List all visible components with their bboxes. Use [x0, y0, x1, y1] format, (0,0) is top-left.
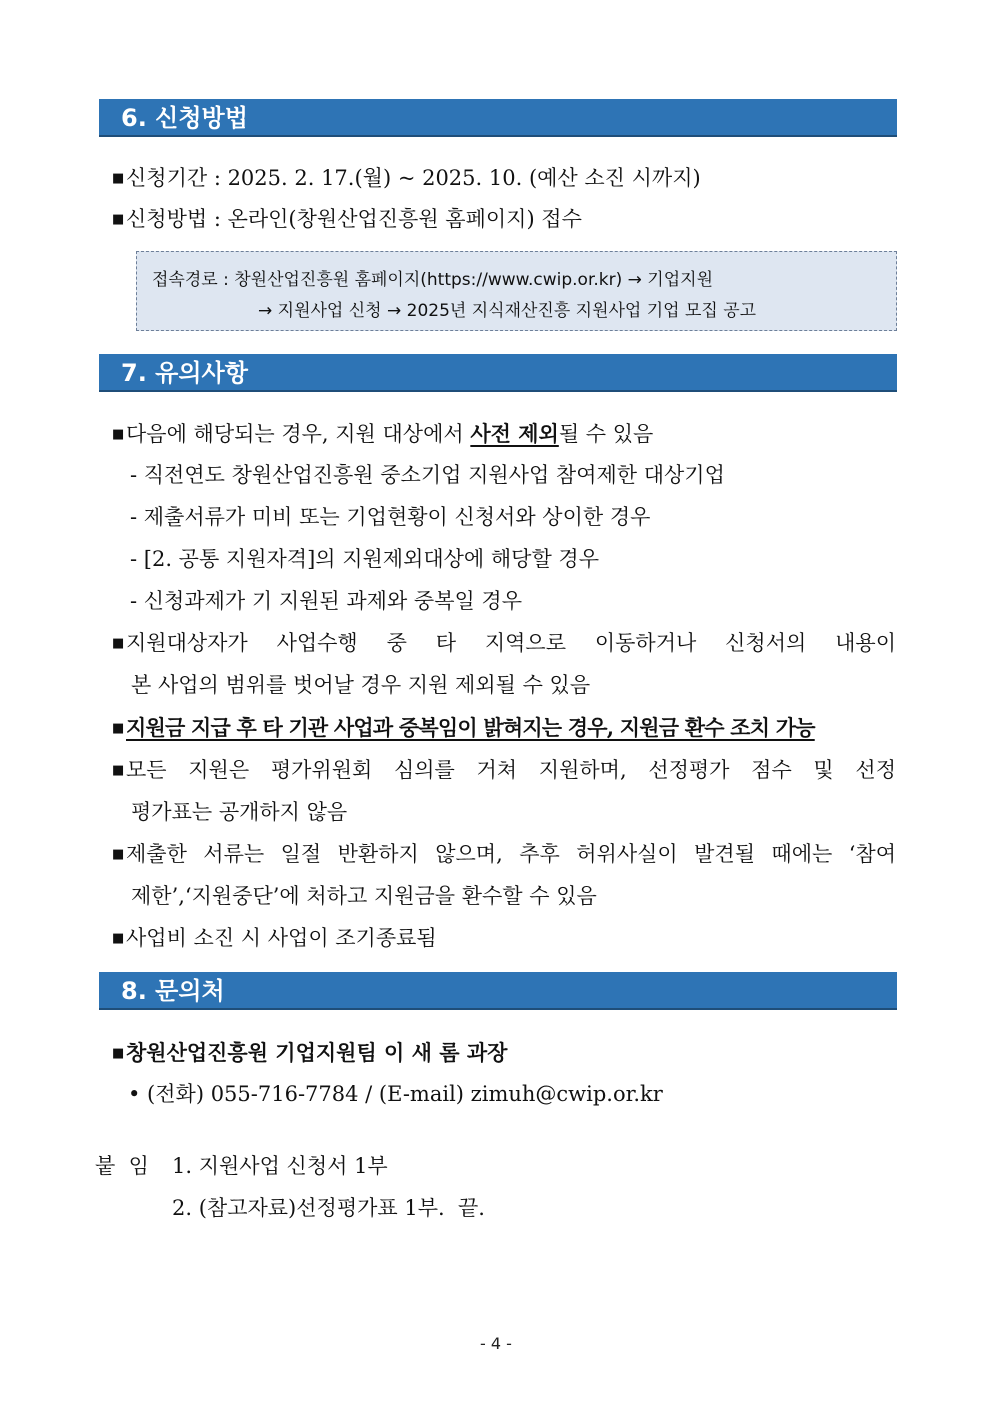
section-8-header: [99, 972, 897, 1010]
apply-method-item: [112, 204, 896, 235]
early-termination-item: [112, 923, 896, 954]
bullet-icon: ■: [112, 1046, 125, 1061]
contact-detail: • (전화) 055-716-7784 / (E-mail) zimuh@cwip.or.kr: [128, 1082, 663, 1106]
apply-period-text: 신청기간 : 2025. 2. 17.(월) ~ 2025. 10. (예산 소진 시까지): [126, 166, 701, 190]
exclusion-prefix: 다음에 해당되는 경우, 지원 대상에서: [126, 422, 471, 446]
attachment-item-2: 2. (참고자료)선정평가표 1부. 끝.: [172, 1196, 485, 1220]
evaluation-item-line-2: 평가표는 공개하지 않음: [131, 800, 348, 824]
documents-item-line-2: 제한’,‘지원중단’에 처하고 지원금을 환수할 수 있음: [131, 884, 597, 908]
apply-method-text: 신청방법 : 온라인(창원산업진흥원 홈페이지) 접수: [126, 207, 582, 231]
contact-person-item: [112, 1038, 896, 1069]
exclusion-item: [112, 419, 896, 450]
contact-person-text: 창원산업진흥원 기업지원팀 이 새 롬 과장: [126, 1040, 508, 1065]
evaluation-text-1: 모든 지원은 평가위원회 심의를 거쳐 지원하며, 선정평가 점수 및 선정: [126, 758, 896, 782]
section-8-title: 8. 문의처: [121, 977, 225, 1005]
attachment-item-1: 1. 지원사업 신청서 1부: [172, 1154, 388, 1178]
bullet-icon: ■: [112, 763, 125, 778]
bullet-icon: ■: [112, 427, 125, 442]
refund-text: 지원금 지급 후 타 기관 사업과 중복임이 밝혀지는 경우, 지원금 환수 조치 가능: [126, 715, 815, 740]
exclusion-sub-4: - 신청과제가 기 지원된 과제와 중복일 경우: [130, 589, 523, 613]
apply-period-item: [112, 163, 896, 194]
section-7-title: 7. 유의사항: [121, 359, 248, 387]
relocation-item-line-2: 본 사업의 범위를 벗어날 경우 지원 제외될 수 있음: [131, 673, 591, 697]
section-6-title: 6. 신청방법: [121, 104, 248, 132]
access-route-line-2: → 지원사업 신청 → 2025년 지식재산진흥 지원사업 기업 모집 공고: [258, 301, 757, 321]
bullet-icon: ■: [112, 847, 125, 862]
evaluation-item-line-1: [112, 755, 896, 786]
refund-item: [112, 713, 904, 744]
relocation-text-1: 지원대상자가 사업수행 중 타 지역으로 이동하거나 신청서의 내용이: [126, 631, 896, 655]
section-7-header: [99, 354, 897, 392]
bullet-icon: ■: [112, 636, 125, 651]
bullet-icon: ■: [112, 931, 125, 946]
bullet-icon: ■: [112, 171, 125, 186]
exclusion-sub-3: - [2. 공통 지원자격]의 지원제외대상에 해당할 경우: [130, 547, 600, 571]
early-termination-text: 사업비 소진 시 사업이 조기종료됨: [126, 926, 437, 950]
exclusion-suffix: 될 수 있음: [558, 422, 654, 446]
bullet-icon: ■: [112, 721, 125, 736]
documents-text-1: 제출한 서류는 일절 반환하지 않으며, 추후 허위사실이 발견될 때에는 ‘참여: [126, 842, 896, 866]
page-number: - 4 -: [480, 1334, 512, 1353]
attachment-label: 붙 임: [95, 1154, 149, 1178]
documents-item-line-1: [112, 839, 896, 870]
section-6-header: [99, 99, 897, 137]
access-route-line-1: 접속경로 : 창원산업진흥원 홈페이지(https://www.cwip.or.kr) → 기업지원: [152, 270, 713, 290]
bullet-icon: ■: [112, 212, 125, 227]
exclusion-sub-2: - 제출서류가 미비 또는 기업현황이 신청서와 상이한 경우: [130, 505, 651, 529]
access-route-box: [136, 251, 897, 331]
exclusion-sub-1: - 직전연도 창원산업진흥원 중소기업 지원사업 참여제한 대상기업: [130, 463, 725, 487]
relocation-item-line-1: [112, 628, 896, 659]
exclusion-emphasis: 사전 제외: [470, 421, 559, 446]
